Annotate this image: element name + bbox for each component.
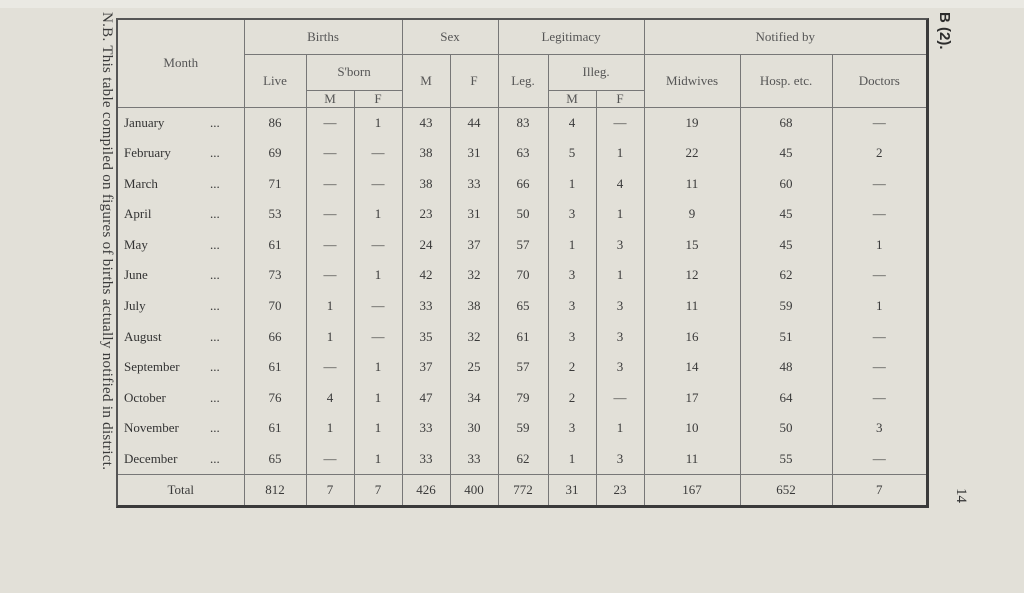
illeg-f-cell: 1	[596, 260, 644, 291]
hosp-cell: 51	[740, 321, 832, 352]
sborn-m-cell: —	[306, 138, 354, 169]
legitimacy-header: Legitimacy	[498, 20, 644, 54]
illeg-f-cell: 3	[596, 352, 644, 383]
doctors-cell: 1	[876, 236, 883, 252]
total-sborn-m: 7	[306, 475, 354, 506]
illeg-m-cell: 2	[548, 352, 596, 383]
midwives-cell: 11	[644, 169, 740, 200]
illeg-m-cell: 3	[548, 321, 596, 352]
leg-cell: 50	[498, 199, 548, 230]
month-name: March	[124, 175, 158, 191]
month-name: September	[124, 359, 180, 375]
total-leg: 772	[498, 475, 548, 506]
doctors-cell: 3	[876, 420, 883, 436]
doctors-cell: 1	[876, 297, 883, 313]
hosp-cell: 45	[740, 230, 832, 261]
live-cell: 53	[244, 199, 306, 230]
live-cell: 76	[244, 382, 306, 413]
month-name: April	[124, 206, 152, 222]
total-label: Total	[118, 475, 244, 506]
leg-header: Leg.	[498, 54, 548, 107]
live-cell: 61	[244, 413, 306, 444]
doctors-cell: —	[872, 359, 886, 375]
table-row	[118, 107, 926, 138]
month-header: Month	[118, 20, 244, 107]
leader-dots: ...	[210, 328, 220, 344]
sex-f-cell: 31	[450, 138, 498, 169]
sborn-header: S'born	[306, 54, 402, 90]
month-cell	[118, 199, 244, 230]
sborn-m-cell: 1	[306, 291, 354, 322]
illeg-f-cell: 1	[596, 413, 644, 444]
table-body	[118, 107, 926, 475]
hosp-cell: 64	[740, 382, 832, 413]
leader-dots: ...	[210, 206, 220, 222]
hosp-cell: 45	[740, 199, 832, 230]
illeg-m-cell: 3	[548, 413, 596, 444]
month-cell	[118, 443, 244, 474]
illeg-f-cell: 3	[596, 443, 644, 474]
midwives-header: Midwives	[644, 54, 740, 107]
sex-f-cell: 30	[450, 413, 498, 444]
sborn-f-cell: 1	[354, 260, 402, 291]
leader-dots: ...	[210, 145, 220, 161]
leg-cell: 57	[498, 352, 548, 383]
month-name: December	[124, 450, 178, 466]
sborn-f-cell: 1	[354, 107, 402, 138]
live-cell: 71	[244, 169, 306, 200]
sborn-m-cell: —	[306, 443, 354, 474]
sborn-m-cell: —	[306, 107, 354, 138]
total-sborn-f: 7	[354, 475, 402, 506]
footnote: N.B. This table compiled on figures of births actually notified in district.	[99, 12, 115, 471]
hosp-cell: 50	[740, 413, 832, 444]
table-row	[118, 138, 926, 169]
sborn-m-cell: —	[306, 199, 354, 230]
leg-cell: 62	[498, 443, 548, 474]
sborn-f-cell: —	[354, 230, 402, 261]
leg-cell: 59	[498, 413, 548, 444]
live-cell: 65	[244, 443, 306, 474]
page-number: 14	[953, 488, 969, 503]
doctors-cell: —	[872, 389, 886, 405]
sex-f-cell: 38	[450, 291, 498, 322]
month-name: June	[124, 267, 148, 283]
sborn-m-header: M	[306, 90, 354, 107]
illeg-m-cell: 5	[548, 138, 596, 169]
midwives-cell: 11	[644, 443, 740, 474]
midwives-cell: 9	[644, 199, 740, 230]
midwives-cell: 15	[644, 230, 740, 261]
table-row	[118, 413, 926, 444]
illeg-f-cell: 3	[596, 230, 644, 261]
month-name: January	[124, 114, 165, 130]
births-table	[118, 20, 926, 505]
sex-f-cell: 33	[450, 169, 498, 200]
sex-f-cell: 31	[450, 199, 498, 230]
sborn-m-cell: 1	[306, 413, 354, 444]
leader-dots: ...	[210, 175, 220, 191]
month-cell	[118, 321, 244, 352]
illeg-f-header: F	[596, 90, 644, 107]
sborn-m-cell: —	[306, 169, 354, 200]
total-sex-m: 426	[402, 475, 450, 506]
leader-dots: ...	[210, 389, 220, 405]
sex-f-cell: 37	[450, 230, 498, 261]
midwives-cell: 22	[644, 138, 740, 169]
hosp-cell: 60	[740, 169, 832, 200]
illeg-m-header: M	[548, 90, 596, 107]
illeg-m-cell: 3	[548, 291, 596, 322]
page-code: B (2).	[936, 12, 953, 50]
table-row	[118, 382, 926, 413]
illeg-m-cell: 2	[548, 382, 596, 413]
live-cell: 66	[244, 321, 306, 352]
table-row	[118, 352, 926, 383]
total-live: 812	[244, 475, 306, 506]
sex-f-cell: 34	[450, 382, 498, 413]
sborn-f-cell: —	[354, 321, 402, 352]
hosp-cell: 62	[740, 260, 832, 291]
sex-f-cell: 25	[450, 352, 498, 383]
sborn-m-cell: 4	[306, 382, 354, 413]
leg-cell: 70	[498, 260, 548, 291]
leader-dots: ...	[210, 450, 220, 466]
leader-dots: ...	[210, 267, 220, 283]
month-name: July	[124, 297, 146, 313]
leg-cell: 79	[498, 382, 548, 413]
sex-header: Sex	[402, 20, 498, 54]
sborn-m-cell: —	[306, 352, 354, 383]
month-cell	[118, 107, 244, 138]
midwives-cell: 10	[644, 413, 740, 444]
births-table-frame	[116, 18, 929, 508]
illeg-f-cell: 1	[596, 138, 644, 169]
illeg-m-cell: 3	[548, 199, 596, 230]
page-top-edge	[0, 0, 1024, 8]
total-sex-f: 400	[450, 475, 498, 506]
midwives-cell: 17	[644, 382, 740, 413]
sex-m-cell: 35	[402, 321, 450, 352]
leg-cell: 66	[498, 169, 548, 200]
midwives-cell: 16	[644, 321, 740, 352]
live-header: Live	[244, 54, 306, 107]
hosp-header: Hosp. etc.	[740, 54, 832, 107]
illeg-m-cell: 4	[548, 107, 596, 138]
illeg-f-cell: 3	[596, 291, 644, 322]
leg-cell: 57	[498, 230, 548, 261]
sex-f-cell: 33	[450, 443, 498, 474]
sborn-f-cell: 1	[354, 199, 402, 230]
month-cell	[118, 291, 244, 322]
sex-f-cell: 32	[450, 260, 498, 291]
month-cell	[118, 169, 244, 200]
doctors-header: Doctors	[832, 54, 926, 107]
illeg-f-cell: 1	[596, 199, 644, 230]
live-cell: 86	[244, 107, 306, 138]
sex-f-cell: 32	[450, 321, 498, 352]
month-name: October	[124, 389, 166, 405]
leader-dots: ...	[210, 420, 220, 436]
sex-m-cell: 33	[402, 291, 450, 322]
births-header: Births	[244, 20, 402, 54]
midwives-cell: 14	[644, 352, 740, 383]
month-name: November	[124, 420, 179, 436]
sborn-f-header: F	[354, 90, 402, 107]
illeg-f-cell: 4	[596, 169, 644, 200]
leg-cell: 65	[498, 291, 548, 322]
notified-by-header: Notified by	[644, 20, 926, 54]
live-cell: 61	[244, 352, 306, 383]
sborn-f-cell: —	[354, 138, 402, 169]
midwives-cell: 19	[644, 107, 740, 138]
midwives-cell: 11	[644, 291, 740, 322]
total-midwives: 167	[644, 475, 740, 506]
month-cell	[118, 413, 244, 444]
sex-f-cell: 44	[450, 107, 498, 138]
illeg-m-cell: 3	[548, 260, 596, 291]
month-cell	[118, 352, 244, 383]
sex-m-cell: 38	[402, 138, 450, 169]
table-row	[118, 169, 926, 200]
total-hosp: 652	[740, 475, 832, 506]
doctors-cell: —	[872, 175, 886, 191]
sex-m-header: M	[402, 54, 450, 107]
month-cell	[118, 138, 244, 169]
month-cell	[118, 382, 244, 413]
doctors-cell: —	[872, 206, 886, 222]
live-cell: 69	[244, 138, 306, 169]
sex-m-cell: 37	[402, 352, 450, 383]
leader-dots: ...	[210, 114, 220, 130]
doctors-cell: —	[872, 450, 886, 466]
table-row	[118, 443, 926, 474]
sborn-f-cell: 1	[354, 443, 402, 474]
sborn-f-cell: 1	[354, 352, 402, 383]
month-name: August	[124, 328, 162, 344]
sex-f-header: F	[450, 54, 498, 107]
sborn-m-cell: —	[306, 230, 354, 261]
sex-m-cell: 42	[402, 260, 450, 291]
leg-cell: 61	[498, 321, 548, 352]
leader-dots: ...	[210, 359, 220, 375]
hosp-cell: 59	[740, 291, 832, 322]
sborn-m-cell: 1	[306, 321, 354, 352]
total-illeg-m: 31	[548, 475, 596, 506]
month-name: February	[124, 145, 171, 161]
doctors-cell: 2	[876, 145, 883, 161]
illeg-m-cell: 1	[548, 230, 596, 261]
total-illeg-f: 23	[596, 475, 644, 506]
doctors-cell: —	[872, 328, 886, 344]
month-name: May	[124, 236, 148, 252]
doctors-cell: —	[872, 114, 886, 130]
table-row	[118, 321, 926, 352]
sborn-f-cell: —	[354, 291, 402, 322]
sborn-f-cell: 1	[354, 382, 402, 413]
sex-m-cell: 38	[402, 169, 450, 200]
sex-m-cell: 33	[402, 413, 450, 444]
illeg-f-cell: —	[596, 107, 644, 138]
table-row	[118, 291, 926, 322]
sex-m-cell: 24	[402, 230, 450, 261]
total-row	[118, 475, 926, 506]
sborn-f-cell: —	[354, 169, 402, 200]
leader-dots: ...	[210, 236, 220, 252]
illeg-header: Illeg.	[548, 54, 644, 90]
live-cell: 61	[244, 230, 306, 261]
total-doctors: 7	[832, 475, 926, 506]
leg-cell: 63	[498, 138, 548, 169]
sex-m-cell: 47	[402, 382, 450, 413]
hosp-cell: 68	[740, 107, 832, 138]
illeg-f-cell: 3	[596, 321, 644, 352]
leader-dots: ...	[210, 297, 220, 313]
hosp-cell: 48	[740, 352, 832, 383]
midwives-cell: 12	[644, 260, 740, 291]
live-cell: 73	[244, 260, 306, 291]
hosp-cell: 45	[740, 138, 832, 169]
month-cell	[118, 260, 244, 291]
live-cell: 70	[244, 291, 306, 322]
illeg-f-cell: —	[596, 382, 644, 413]
sborn-m-cell: —	[306, 260, 354, 291]
sex-m-cell: 33	[402, 443, 450, 474]
illeg-m-cell: 1	[548, 169, 596, 200]
table-row	[118, 199, 926, 230]
doctors-cell: —	[872, 267, 886, 283]
month-cell	[118, 230, 244, 261]
leg-cell: 83	[498, 107, 548, 138]
sex-m-cell: 43	[402, 107, 450, 138]
illeg-m-cell: 1	[548, 443, 596, 474]
sborn-f-cell: 1	[354, 413, 402, 444]
table-row	[118, 230, 926, 261]
table-row	[118, 260, 926, 291]
sex-m-cell: 23	[402, 199, 450, 230]
hosp-cell: 55	[740, 443, 832, 474]
